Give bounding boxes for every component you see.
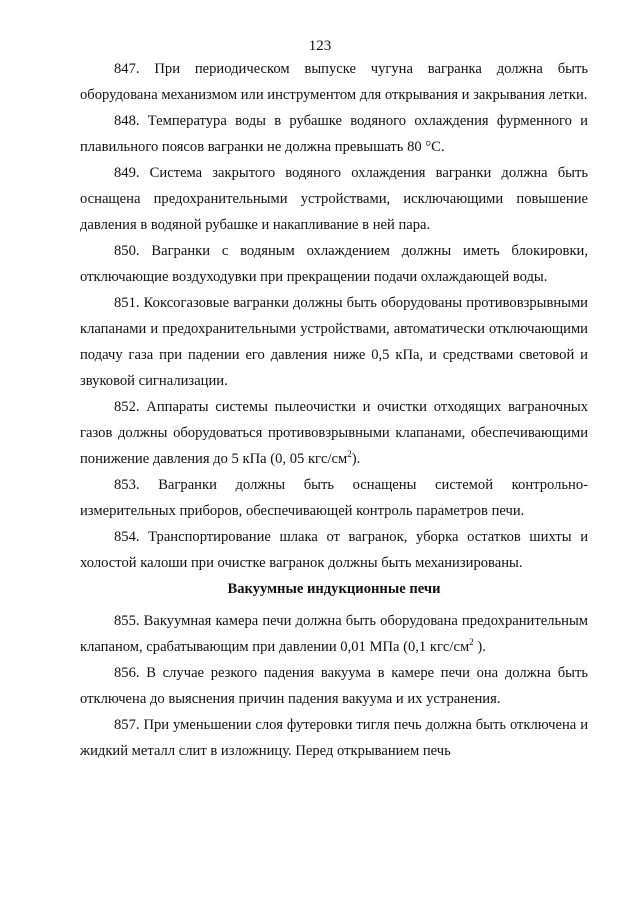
paragraph-848: 848. Температура воды в рубашке водяного охлаждения фурменного и плавильного поясов вагранки не должна превышать 80 °С. bbox=[80, 113, 588, 155]
paragraph-855-text: 855. Вакуумная камера печи должна быть оборудована предохранительным клапаном, срабатывающим при давлении 0,01 МПа (0,1 кгс/см bbox=[80, 613, 588, 655]
paragraph-857: 857. При уменьшении слоя футеровки тигля печь должна быть отключена и жидкий металл слит в изложницу. Перед открыванием печь bbox=[80, 717, 588, 759]
paragraph-852-end: ). bbox=[351, 451, 361, 467]
paragraph-852 bbox=[80, 394, 588, 472]
paragraph-850: 850. Вагранки с водяным охлаждением должны иметь блокировки, отключающие воздуходувки при прекращении подачи охлаждающей воды. bbox=[80, 243, 588, 285]
paragraph-849: 849. Система закрытого водяного охлаждения вагранки должна быть оснащена предохранительными устройствами, исключающими повышение давления в водяной рубашке и накапливание в ней пара. bbox=[80, 165, 588, 233]
paragraph-853: 853. Вагранки должны быть оснащены системой контрольно-измерительных приборов, обеспечивающей контроль параметров печи. bbox=[80, 477, 588, 519]
paragraph-847: 847. При периодическом выпуске чугуна вагранка должна быть оборудована механизмом или инструментом для открывания и закрывания летки. bbox=[80, 61, 588, 103]
paragraph-856: 856. В случае резкого падения вакуума в камере печи она должна быть отключена до выяснения причин падения вакуума и их устранения. bbox=[80, 665, 588, 707]
page-number: 123 bbox=[308, 38, 332, 54]
document-body bbox=[80, 56, 588, 764]
paragraph-855-end: ). bbox=[473, 639, 486, 655]
superscript-2: 2 bbox=[347, 449, 352, 460]
section-heading: Вакуумные индукционные печи bbox=[227, 581, 441, 597]
paragraph-852-text: 852. Аппараты системы пылеочистки и очистки отходящих ваграночных газов должны оборудоваться противовзрывными клапанами, обеспечивающими понижение давления до 5 кПа (0, 05 кгс/см bbox=[80, 399, 588, 467]
paragraph-854: 854. Транспортирование шлака от вагранок, уборка остатков шихты и холостой калоши при очистке вагранок должны быть механизированы. bbox=[80, 529, 588, 571]
superscript-2: 2 bbox=[469, 637, 474, 648]
paragraph-851: 851. Коксогазовые вагранки должны быть оборудованы противовзрывными клапанами и предохранительными устройствами, автоматически отключающими подачу газа при падении его давления ниже 0,5 кПа, и средствами световой и звуковой сигнализации. bbox=[80, 295, 588, 389]
paragraph-855 bbox=[80, 608, 588, 660]
